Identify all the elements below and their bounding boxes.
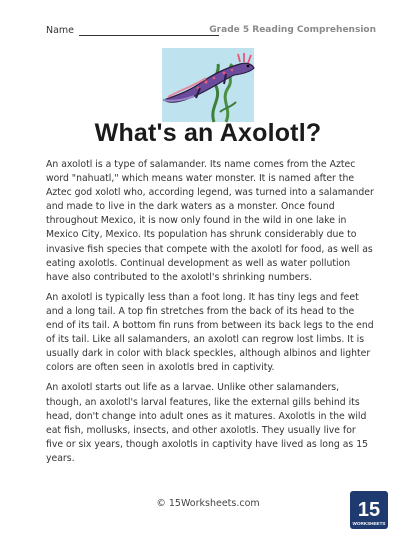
worksheet-header — [46, 22, 376, 40]
name-label: Name — [46, 25, 75, 36]
reading-passage — [46, 158, 374, 472]
svg-text:15: 15 — [357, 499, 381, 521]
paragraph-3: An axolotl starts out life as a larvae. Unlike other salamanders, though, an axolotl's larval features, like the external gills behind its head, don't change into adult ones as it matures. Axolotls in the wild eat fish, mollusks, insects, and other axolotls. They usually live for five or six years, though axolotls in captivity have lived as long as 15 years. — [46, 382, 369, 464]
paragraph-2: An axolotl is typically less than a foot long. It has tiny legs and feet and a long tail. A top fin stretches from the back of its head to the end of its tail. A bottom fin runs from between its back legs to the end of its tail. Like all salamanders, an axolotl can regrow lost limbs. It is usually dark in color with black speckles, although albinos and lighter colors are often seen in axolotls bred in captivity. — [46, 291, 374, 374]
axolotl-eye — [247, 65, 250, 68]
subject-label: Grade 5 Reading Comprehension — [209, 25, 376, 35]
15worksheets-logo — [350, 491, 388, 529]
paragraph-1: An axolotl is a type of salamander. Its name comes from the Aztec word "nahuatl," which means water monster. It is named after the Aztec god xolotl who, according legend, was turned into a salamander and made to live in the dark waters as a monster. Once found throughout Mexico, it is now only found in the wild in one lake in Mexico City, Mexico. Its population has shrunk considerably due to invasive fish species that compete with the axolotl for food, as well as eating axolotls. Continual development as well as water pollution have also contributed to the axolotl's shrinking numbers. — [46, 159, 374, 283]
svg-text:WORKSHEETS: WORKSHEETS — [352, 521, 386, 526]
page-title: What's an Axolotl? — [94, 119, 322, 147]
name-line[interactable] — [79, 35, 219, 36]
axolotl-illustration — [154, 42, 262, 124]
footer-copyright: © 15Worksheets.com — [156, 498, 260, 509]
